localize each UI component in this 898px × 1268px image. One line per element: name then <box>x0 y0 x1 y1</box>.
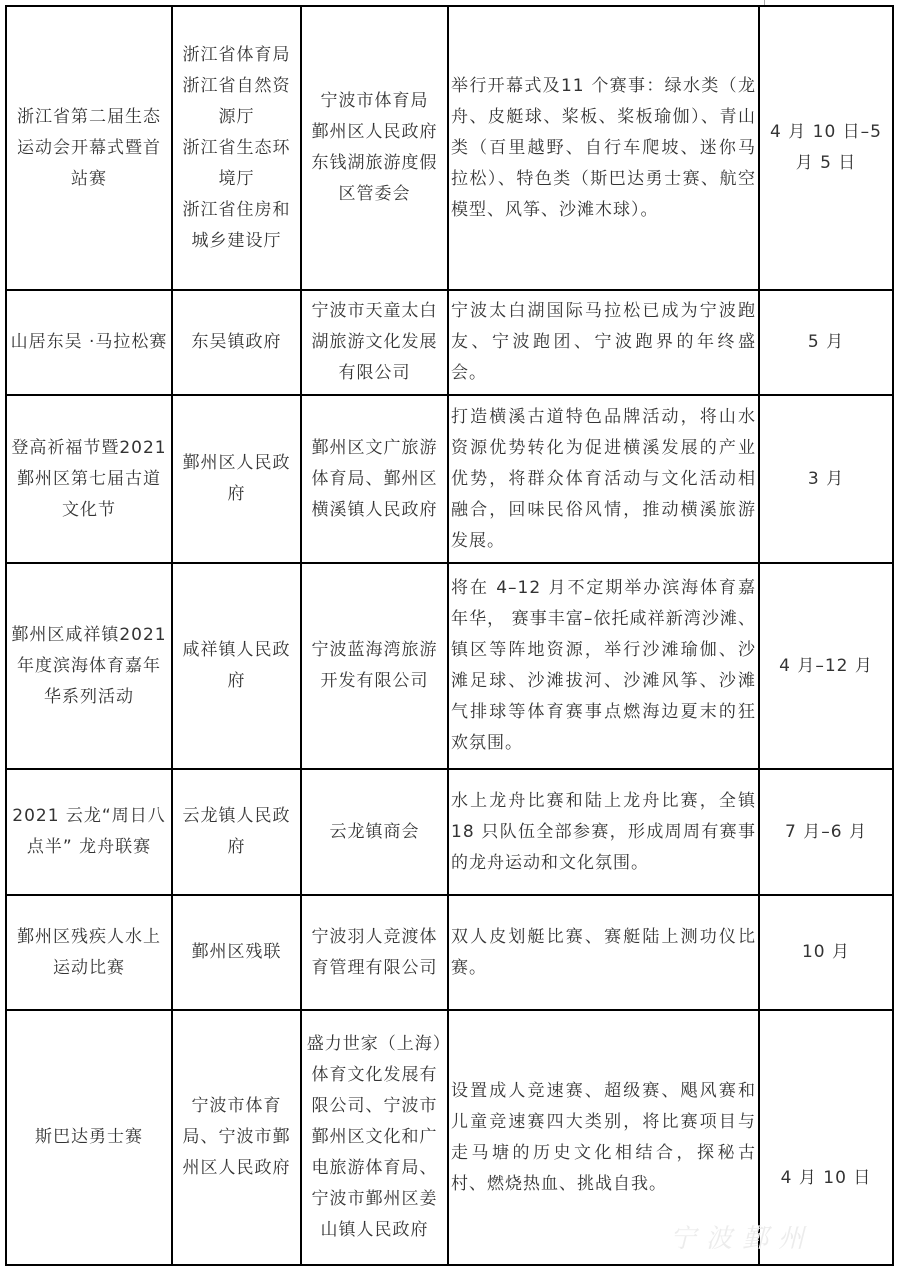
host-line: 浙江省住房和城乡建设厅 <box>182 199 291 251</box>
time-cell: 10 月 <box>759 895 893 1010</box>
content-cell: 宁波太白湖国际马拉松已成为宁波跑友、宁波跑团、宁波跑界的年终盛会。 <box>448 290 759 395</box>
table-row <box>6 6 893 290</box>
organizer-cell: 盛力世家（上海）体育文化发展有限公司、宁波市鄞州区文化和广电旅游体育局、宁波市鄞州区姜山镇人民政府 <box>301 1010 448 1265</box>
watermark: 宁波鄞州 <box>670 1224 815 1254</box>
host-cell: 东吴镇政府 <box>172 290 301 395</box>
content-cell: 举行开幕式及11 个赛事：绿水类（龙舟、皮艇球、桨板、桨板瑜伽）、青山类（百里越野、自行车爬坡、迷你马拉松）、特色类（斯巴达勇士赛、航空模型、风筝、沙滩木球）。 <box>448 6 759 290</box>
events-table <box>5 5 894 1266</box>
event-name-cell: 登高祈福节暨2021 鄞州区第七届古道文化节 <box>6 395 172 563</box>
event-name-cell: 山居东吴 ·马拉松赛 <box>6 290 172 395</box>
time-cell: 4 月 10 日–5 月 5 日 <box>759 6 893 290</box>
content-cell: 打造横溪古道特色品牌活动，将山水资源优势转化为促进横溪发展的产业优势，将群众体育活动与文化活动相融合，回味民俗风情，推动横溪旅游发展。 <box>448 395 759 563</box>
event-name-cell: 鄞州区残疾人水上运动比赛 <box>6 895 172 1010</box>
host-cell: 鄞州区残联 <box>172 895 301 1010</box>
content-cell: 将在 4–12 月不定期举办滨海体育嘉年华， 赛事丰富–依托咸祥新湾沙滩、镇区等阵地资源，举行沙滩瑜伽、沙滩足球、沙滩拔河、沙滩风筝、沙滩气排球等体育赛事点燃海边夏末的狂欢氛围。 <box>448 563 759 769</box>
time-cell: 5 月 <box>759 290 893 395</box>
table-row <box>6 290 893 395</box>
organizer-cell: 宁波蓝海湾旅游开发有限公司 <box>301 563 448 769</box>
organizer-cell <box>301 6 448 290</box>
host-line: 浙江省自然资源厅 <box>182 75 291 127</box>
table-row <box>6 769 893 895</box>
time-cell: 4 月 10 日 <box>759 1010 893 1265</box>
organizer-cell: 云龙镇商会 <box>301 769 448 895</box>
host-cell: 宁波市体育局、宁波市鄞州区人民政府 <box>172 1010 301 1265</box>
table-row <box>6 895 893 1010</box>
table-row <box>6 395 893 563</box>
host-cell <box>172 6 301 290</box>
event-name-cell: 2021 云龙“周日八点半” 龙舟联赛 <box>6 769 172 895</box>
content-cell: 双人皮划艇比赛、赛艇陆上测功仪比赛。 <box>448 895 759 1010</box>
time-cell: 7 月–6 月 <box>759 769 893 895</box>
event-name-cell: 斯巴达勇士赛 <box>6 1010 172 1265</box>
organizer-line: 鄞州区人民政府 <box>311 122 438 142</box>
event-name-cell: 鄞州区咸祥镇2021 年度滨海体育嘉年华系列活动 <box>6 563 172 769</box>
host-cell: 咸祥镇人民政府 <box>172 563 301 769</box>
time-cell: 4 月–12 月 <box>759 563 893 769</box>
host-cell: 云龙镇人民政府 <box>172 769 301 895</box>
table-row <box>6 563 893 769</box>
organizer-line: 宁波市体育局 <box>320 91 429 111</box>
organizer-line: 东钱湖旅游度假区管委会 <box>311 153 438 204</box>
organizer-cell: 宁波羽人竞渡体育管理有限公司 <box>301 895 448 1010</box>
host-line: 浙江省体育局 <box>182 44 291 65</box>
host-cell: 鄞州区人民政府 <box>172 395 301 563</box>
content-cell: 设置成人竞速赛、超级赛、飓风赛和儿童竞速赛四大类别，将比赛项目与走马塘的历史文化相结合，探秘古村、燃烧热血、挑战自我。 <box>448 1010 759 1265</box>
event-name-cell: 浙江省第二届生态运动会开幕式暨首站赛 <box>6 6 172 290</box>
organizer-cell: 宁波市天童太白湖旅游文化发展有限公司 <box>301 290 448 395</box>
time-cell: 3 月 <box>759 395 893 563</box>
content-cell: 水上龙舟比赛和陆上龙舟比赛，全镇 18 只队伍全部参赛，形成周周有赛事的龙舟运动和文化氛围。 <box>448 769 759 895</box>
organizer-cell: 鄞州区文广旅游体育局、鄞州区横溪镇人民政府 <box>301 395 448 563</box>
host-line: 浙江省生态环境厅 <box>182 137 291 189</box>
